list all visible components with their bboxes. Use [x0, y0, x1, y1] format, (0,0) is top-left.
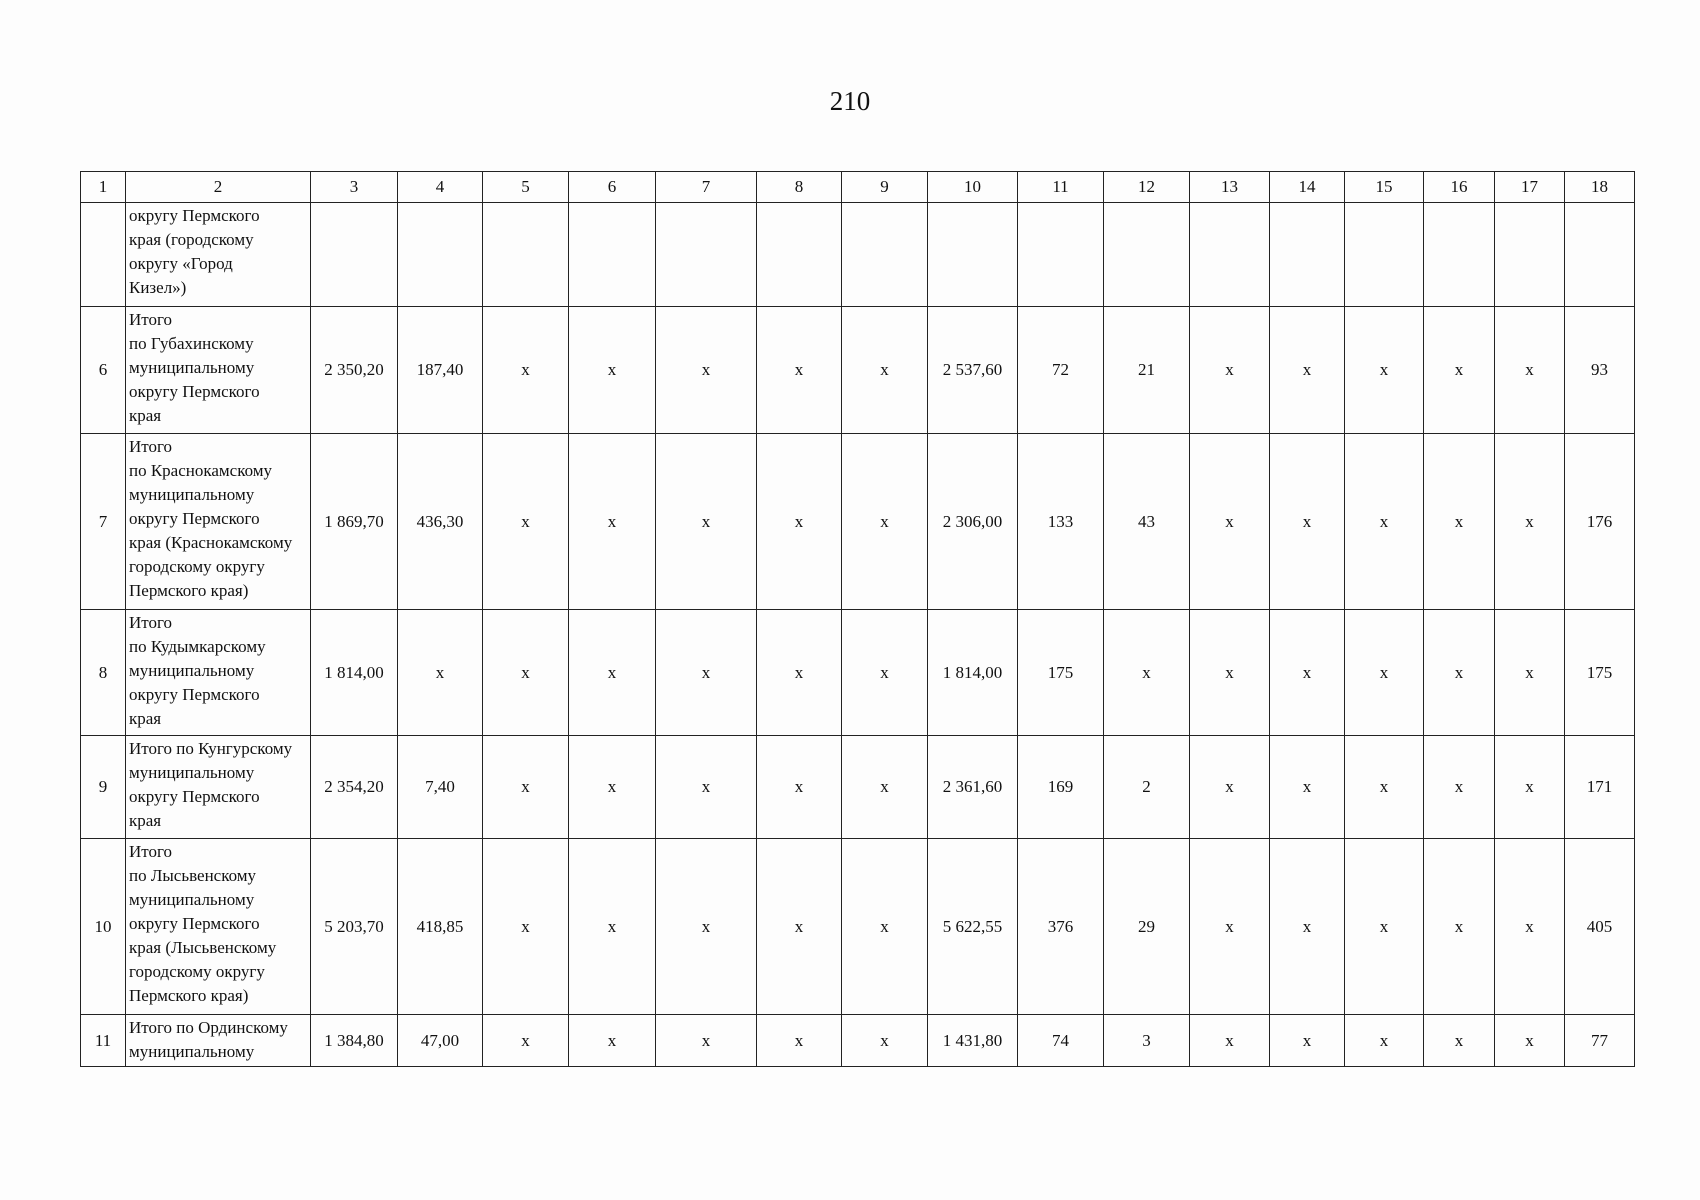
value-cell: x: [1190, 839, 1270, 1015]
table-header-row: [81, 172, 1635, 203]
column-header: 4: [398, 172, 483, 203]
value-cell: 1 384,80: [311, 1015, 398, 1067]
value-cell: x: [1270, 1015, 1345, 1067]
value-cell: 29: [1104, 839, 1190, 1015]
value-cell: x: [842, 434, 928, 610]
table-row: [81, 307, 1635, 434]
column-header: 11: [1018, 172, 1104, 203]
column-header: 17: [1495, 172, 1565, 203]
column-header: 1: [81, 172, 126, 203]
value-cell: x: [656, 610, 757, 736]
value-cell: x: [398, 610, 483, 736]
row-number-cell: 6: [81, 307, 126, 434]
column-header: 16: [1424, 172, 1495, 203]
column-header: 6: [569, 172, 656, 203]
value-cell: x: [483, 1015, 569, 1067]
value-cell: 2 350,20: [311, 307, 398, 434]
column-header: 13: [1190, 172, 1270, 203]
value-cell: x: [1270, 736, 1345, 839]
value-cell: [1345, 203, 1424, 307]
value-cell: 1 869,70: [311, 434, 398, 610]
value-cell: 1 814,00: [311, 610, 398, 736]
value-cell: x: [1495, 307, 1565, 434]
row-name-cell: Итого по Кунгурскому муниципальному округу Пермского края: [126, 736, 311, 839]
value-cell: [483, 203, 569, 307]
value-cell: x: [1190, 434, 1270, 610]
value-cell: x: [1270, 434, 1345, 610]
value-cell: x: [757, 434, 842, 610]
value-cell: 72: [1018, 307, 1104, 434]
column-header: 5: [483, 172, 569, 203]
value-cell: x: [1495, 610, 1565, 736]
value-cell: x: [569, 736, 656, 839]
value-cell: x: [569, 307, 656, 434]
value-cell: x: [1495, 434, 1565, 610]
value-cell: x: [1190, 1015, 1270, 1067]
value-cell: x: [757, 307, 842, 434]
column-header: 8: [757, 172, 842, 203]
value-cell: 3: [1104, 1015, 1190, 1067]
row-number-cell: 9: [81, 736, 126, 839]
value-cell: [398, 203, 483, 307]
row-number-cell: 8: [81, 610, 126, 736]
value-cell: 74: [1018, 1015, 1104, 1067]
value-cell: x: [1345, 839, 1424, 1015]
value-cell: 175: [1565, 610, 1635, 736]
value-cell: 171: [1565, 736, 1635, 839]
value-cell: [1424, 203, 1495, 307]
value-cell: x: [483, 307, 569, 434]
row-name-cell: округу Пермского края (городскому округу «Город Кизел»): [126, 203, 311, 307]
value-cell: 418,85: [398, 839, 483, 1015]
value-cell: x: [1424, 839, 1495, 1015]
value-cell: x: [483, 736, 569, 839]
value-cell: 175: [1018, 610, 1104, 736]
value-cell: x: [656, 839, 757, 1015]
value-cell: [1270, 203, 1345, 307]
row-number-cell: 7: [81, 434, 126, 610]
value-cell: 169: [1018, 736, 1104, 839]
value-cell: 2 361,60: [928, 736, 1018, 839]
value-cell: x: [569, 839, 656, 1015]
value-cell: x: [842, 1015, 928, 1067]
value-cell: 1 431,80: [928, 1015, 1018, 1067]
row-name-cell: Итого по Лысьвенскому муниципальному округу Пермского края (Лысьвенскому городскому округу Пермского края): [126, 839, 311, 1015]
value-cell: x: [757, 1015, 842, 1067]
value-cell: x: [1345, 1015, 1424, 1067]
value-cell: x: [842, 736, 928, 839]
row-name-cell: Итого по Кудымкарскому муниципальному округу Пермского края: [126, 610, 311, 736]
value-cell: x: [1104, 610, 1190, 736]
value-cell: [928, 203, 1018, 307]
value-cell: x: [1495, 839, 1565, 1015]
value-cell: 93: [1565, 307, 1635, 434]
table-row: [81, 736, 1635, 839]
value-cell: x: [1270, 307, 1345, 434]
column-header: 14: [1270, 172, 1345, 203]
value-cell: x: [1190, 307, 1270, 434]
value-cell: x: [1345, 736, 1424, 839]
value-cell: x: [656, 434, 757, 610]
value-cell: x: [569, 1015, 656, 1067]
value-cell: x: [842, 307, 928, 434]
value-cell: x: [1190, 610, 1270, 736]
value-cell: x: [656, 1015, 757, 1067]
value-cell: x: [1495, 1015, 1565, 1067]
value-cell: x: [1345, 610, 1424, 736]
column-header: 7: [656, 172, 757, 203]
value-cell: x: [656, 307, 757, 434]
row-name-cell: Итого по Краснокамскому муниципальному округу Пермского края (Краснокамскому городскому округу Пермского края): [126, 434, 311, 610]
row-number-cell: 10: [81, 839, 126, 1015]
value-cell: x: [842, 610, 928, 736]
value-cell: x: [842, 839, 928, 1015]
value-cell: [1104, 203, 1190, 307]
table-row: [81, 1015, 1635, 1067]
value-cell: 5 203,70: [311, 839, 398, 1015]
value-cell: 376: [1018, 839, 1104, 1015]
value-cell: [1018, 203, 1104, 307]
value-cell: x: [1424, 1015, 1495, 1067]
value-cell: 21: [1104, 307, 1190, 434]
value-cell: 43: [1104, 434, 1190, 610]
value-cell: x: [483, 434, 569, 610]
column-header: 2: [126, 172, 311, 203]
value-cell: x: [483, 839, 569, 1015]
value-cell: x: [1495, 736, 1565, 839]
data-table: [80, 171, 1635, 1067]
value-cell: x: [483, 610, 569, 736]
value-cell: x: [1424, 434, 1495, 610]
value-cell: 187,40: [398, 307, 483, 434]
value-cell: x: [757, 839, 842, 1015]
row-name-cell: Итого по Губахинскому муниципальному округу Пермского края: [126, 307, 311, 434]
value-cell: 5 622,55: [928, 839, 1018, 1015]
row-name-cell: Итого по Ординскому муниципальному: [126, 1015, 311, 1067]
value-cell: [1495, 203, 1565, 307]
value-cell: 2 537,60: [928, 307, 1018, 434]
value-cell: x: [1270, 839, 1345, 1015]
value-cell: x: [1270, 610, 1345, 736]
value-cell: [311, 203, 398, 307]
table-row: [81, 839, 1635, 1015]
value-cell: x: [1424, 610, 1495, 736]
table-row: [81, 434, 1635, 610]
value-cell: [757, 203, 842, 307]
row-number-cell: 11: [81, 1015, 126, 1067]
value-cell: 7,40: [398, 736, 483, 839]
value-cell: 176: [1565, 434, 1635, 610]
value-cell: x: [1424, 307, 1495, 434]
value-cell: x: [757, 610, 842, 736]
column-header: 9: [842, 172, 928, 203]
value-cell: x: [1424, 736, 1495, 839]
value-cell: x: [1190, 736, 1270, 839]
value-cell: [1190, 203, 1270, 307]
value-cell: [1565, 203, 1635, 307]
value-cell: x: [757, 736, 842, 839]
row-number-cell: [81, 203, 126, 307]
value-cell: x: [1345, 307, 1424, 434]
value-cell: x: [656, 736, 757, 839]
value-cell: 2: [1104, 736, 1190, 839]
value-cell: x: [569, 610, 656, 736]
value-cell: 77: [1565, 1015, 1635, 1067]
value-cell: 47,00: [398, 1015, 483, 1067]
column-header: 12: [1104, 172, 1190, 203]
value-cell: x: [569, 434, 656, 610]
value-cell: 436,30: [398, 434, 483, 610]
page-number: 210: [829, 86, 871, 116]
value-cell: 405: [1565, 839, 1635, 1015]
value-cell: [569, 203, 656, 307]
value-cell: 2 306,00: [928, 434, 1018, 610]
value-cell: [656, 203, 757, 307]
column-header: 3: [311, 172, 398, 203]
value-cell: 2 354,20: [311, 736, 398, 839]
value-cell: x: [1345, 434, 1424, 610]
table-row: [81, 610, 1635, 736]
column-header: 10: [928, 172, 1018, 203]
value-cell: [842, 203, 928, 307]
table-row: [81, 203, 1635, 307]
value-cell: 1 814,00: [928, 610, 1018, 736]
column-header: 18: [1565, 172, 1635, 203]
column-header: 15: [1345, 172, 1424, 203]
value-cell: 133: [1018, 434, 1104, 610]
